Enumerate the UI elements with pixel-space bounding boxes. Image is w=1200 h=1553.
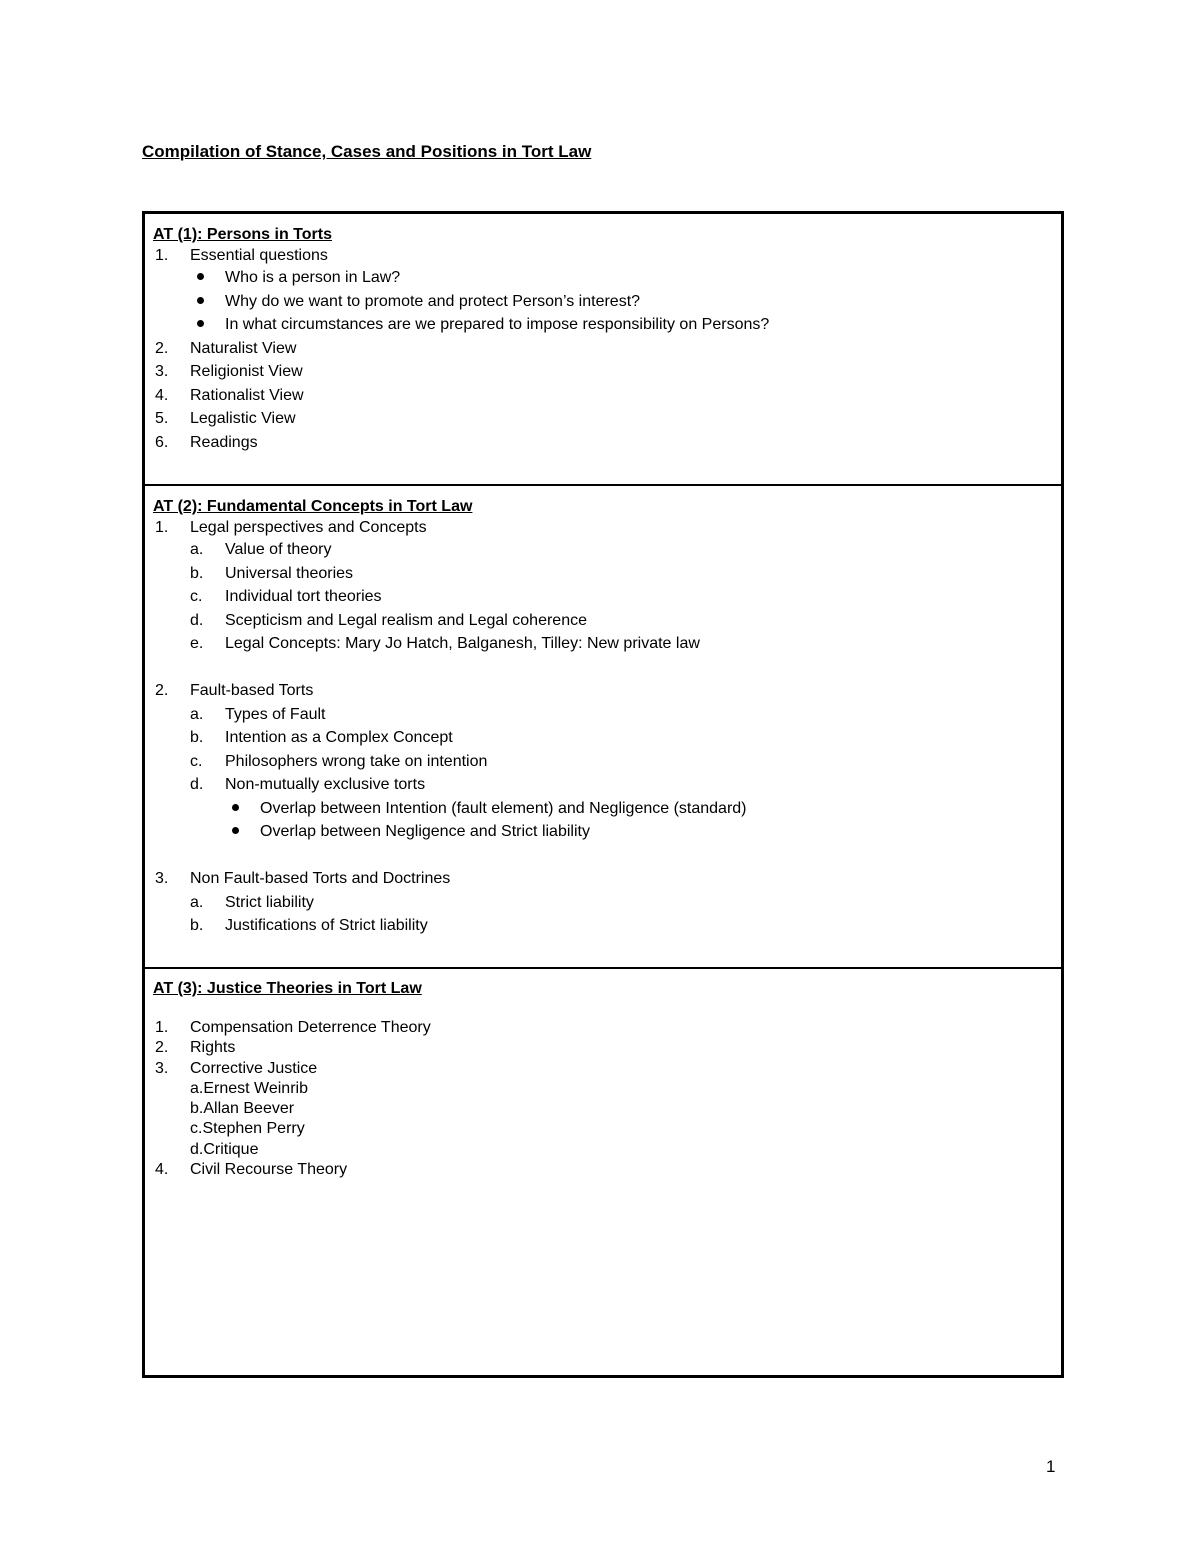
list-item (153, 562, 1053, 586)
list-text: Naturalist View (190, 339, 297, 357)
list-text: Types of Fault (225, 705, 326, 723)
list-number: 1. (155, 1019, 169, 1036)
list-letter: b. (190, 917, 204, 934)
list-text: Civil Recourse Theory (190, 1161, 348, 1179)
list-text: Religionist View (190, 363, 303, 380)
list-text: Rationalist View (190, 386, 304, 404)
page-number: 1 (1046, 1457, 1056, 1476)
list-number: 3. (155, 870, 169, 887)
list-letter: d. (190, 611, 204, 629)
list-item (153, 1059, 1053, 1079)
list-item (153, 773, 1053, 797)
bullet-icon (197, 313, 204, 337)
list-text: Readings (190, 433, 258, 451)
list-letter: c. (190, 588, 203, 605)
list-number: 3. (155, 1059, 169, 1077)
list-item (153, 266, 1053, 290)
bullet-icon (197, 266, 204, 290)
list-item (153, 750, 1053, 774)
list-item (153, 431, 1053, 455)
list-text: Universal theories (225, 564, 354, 582)
list-item (153, 820, 1053, 844)
list-text: Individual tort theories (225, 588, 382, 605)
list-letter: a. (190, 893, 204, 911)
list-item (153, 1160, 1053, 1180)
list-letter: d. (190, 776, 204, 793)
list-item (153, 313, 1053, 337)
list-item (153, 538, 1053, 562)
list-text: Corrective Justice (190, 1059, 318, 1077)
list-letter: b. (190, 564, 204, 582)
list-text: Philosophers wrong take on intention (225, 752, 488, 770)
list-text: Compensation Deterrence Theory (190, 1019, 431, 1036)
list-text: Overlap between Intention (fault element) and Negligence (standard) (260, 799, 747, 817)
list-number: 4. (155, 386, 169, 404)
list-number: 3. (155, 363, 169, 380)
list-text: Non-mutually exclusive torts (225, 776, 426, 793)
section-at1 (145, 224, 1061, 454)
list-item (153, 679, 1053, 703)
list-text: b.Allan Beever (190, 1100, 295, 1118)
section-heading: AT (3): Justice Theories in Tort Law (153, 980, 422, 997)
list-text: Legal Concepts: Mary Jo Hatch, Balganesh, Tilley: New private law (225, 635, 700, 652)
list-text: In what circumstances are we prepared to impose responsibility on Persons? (225, 316, 770, 333)
list-text: Essential questions (190, 247, 328, 264)
list-number: 1. (155, 519, 169, 536)
bullet-icon (232, 797, 239, 821)
list-number: 2. (155, 339, 169, 357)
list-text: Why do we want to promote and protect Person’s interest? (225, 292, 641, 310)
list-text: Fault-based Torts (190, 682, 314, 699)
section-heading: AT (1): Persons in Torts (153, 226, 332, 243)
list-item (153, 1038, 1053, 1058)
list-item (153, 337, 1053, 361)
list-text: Legalistic View (190, 410, 296, 427)
list-item (153, 585, 1053, 609)
bullet-icon (232, 820, 239, 844)
list-item (153, 914, 1053, 938)
list-item (153, 384, 1053, 408)
list-item (153, 609, 1053, 633)
list-number: 4. (155, 1161, 169, 1179)
list-item (153, 360, 1053, 384)
list-text: Justifications of Strict liability (225, 917, 428, 934)
list-text: d.Critique (190, 1140, 259, 1158)
document-title: Compilation of Stance, Cases and Positions in Tort Law (142, 142, 592, 161)
list-text: a.Ernest Weinrib (190, 1079, 308, 1097)
list-number: 6. (155, 433, 169, 451)
list-item (153, 1099, 1053, 1119)
list-text: Intention as a Complex Concept (225, 729, 453, 746)
list-item (153, 703, 1053, 727)
list-item (153, 797, 1053, 821)
list-item (153, 1079, 1053, 1099)
list-letter: a. (190, 705, 204, 723)
list-item (153, 290, 1053, 314)
list-item (153, 246, 1053, 266)
list-item (153, 407, 1053, 431)
list-text: Who is a person in Law? (225, 269, 401, 286)
list-item (153, 1018, 1053, 1038)
list-letter: a. (190, 541, 204, 558)
list-item (153, 891, 1053, 915)
list-item (153, 726, 1053, 750)
list-letter: b. (190, 729, 204, 746)
list-text: c.Stephen Perry (190, 1120, 305, 1138)
list-item (153, 867, 1053, 891)
list-text: Non Fault-based Torts and Doctrines (190, 870, 451, 887)
list-letter: c. (190, 752, 203, 770)
list-number: 2. (155, 682, 169, 699)
list-text: Scepticism and Legal realism and Legal coherence (225, 611, 587, 629)
list-letter: e. (190, 635, 204, 652)
list-text: Value of theory (225, 541, 332, 558)
section-at3 (145, 967, 1061, 1375)
list-number: 1. (155, 247, 169, 264)
list-text: Strict liability (225, 893, 314, 911)
section-at2 (145, 484, 1061, 938)
list-item (153, 1119, 1053, 1139)
list-number: 5. (155, 410, 169, 427)
outline-table (142, 211, 1064, 1378)
list-text: Rights (190, 1039, 236, 1057)
list-text: Overlap between Negligence and Strict liability (260, 823, 590, 840)
list-item (153, 1140, 1053, 1160)
list-item (153, 632, 1053, 656)
list-item (153, 518, 1053, 538)
section-heading: AT (2): Fundamental Concepts in Tort Law (153, 498, 473, 515)
bullet-icon (197, 290, 204, 314)
list-text: Legal perspectives and Concepts (190, 519, 427, 536)
list-number: 2. (155, 1039, 169, 1057)
